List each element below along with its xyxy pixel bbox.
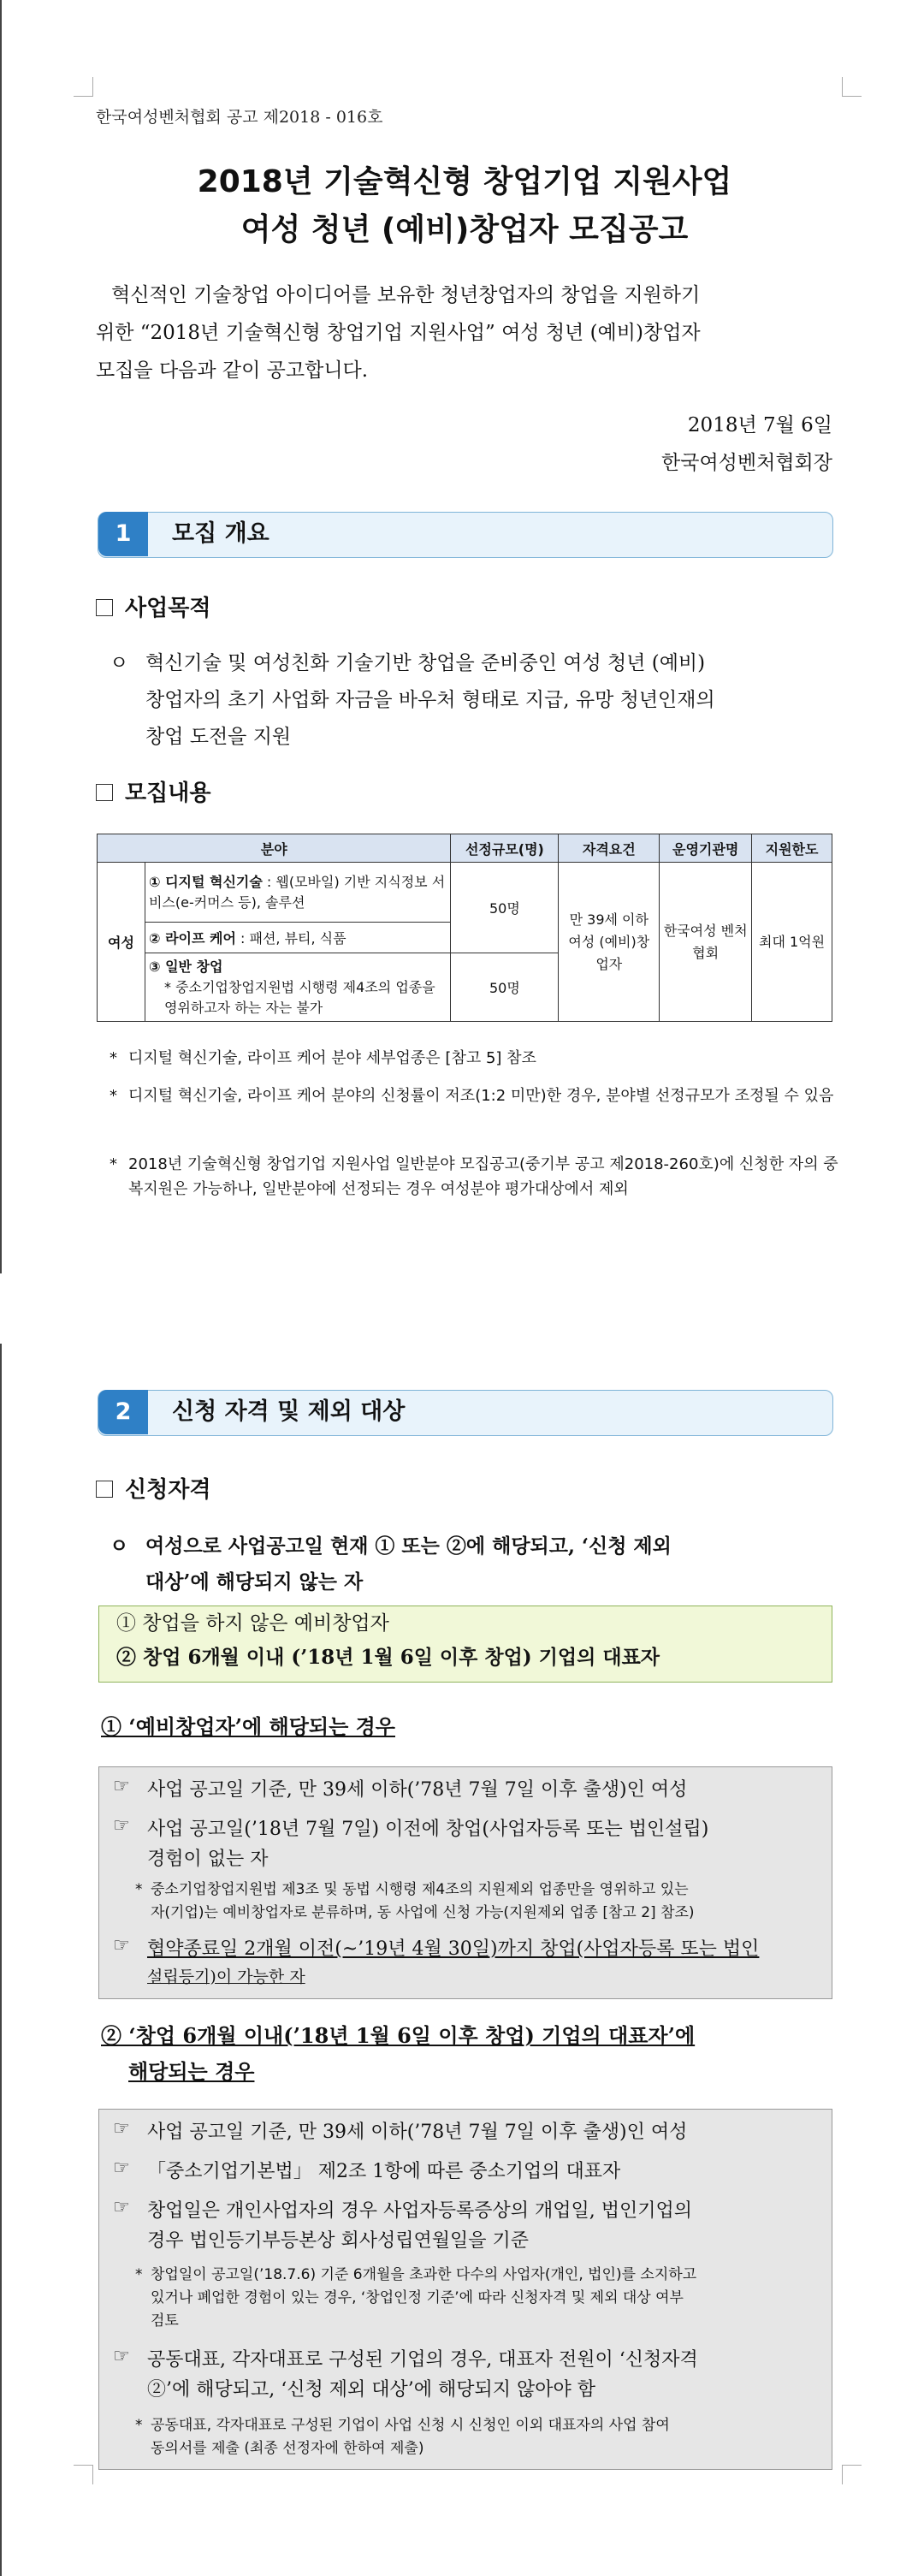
section-2-header xyxy=(98,1390,833,1436)
pointing-hand-icon: ☞ xyxy=(113,2197,130,2218)
intro-paragraph xyxy=(96,276,840,389)
pointing-hand-icon: ☞ xyxy=(113,1815,130,1837)
pointing-hand-icon: ☞ xyxy=(113,2346,130,2367)
crop-mark xyxy=(74,77,93,97)
left-border xyxy=(0,0,2,1273)
case-2-note: 있거나 폐업한 경험이 있는 경우, ‘창업인정 기준’에 따라 신청자격 및 제외 대상 여부 xyxy=(151,2289,684,2306)
field-desc: : 웹(모바일) 기반 지식정보 서비스(e-커머스 등), 솔루션 xyxy=(148,873,446,911)
field-title: ① 디지털 혁신기술 xyxy=(148,873,263,890)
field-note: * 중소기업창업지원법 시행령 제4조의 업종을 영위하고자 하는 자는 불가 xyxy=(163,978,435,1016)
pointing-hand-icon: ☞ xyxy=(113,2158,130,2179)
asterisk-icon: * xyxy=(135,1881,143,1898)
note-item xyxy=(110,1152,845,1202)
quota-cell: 50명 xyxy=(451,953,559,1022)
section-number: 1 xyxy=(98,512,148,556)
option-2: ② 창업 6개월 이내 (’18년 1월 6일 이후 창업) 기업의 대표자 xyxy=(116,1646,660,1669)
section-title: 신청 자격 및 제외 대상 xyxy=(172,1398,406,1425)
content-heading: 모집내용 xyxy=(96,775,210,807)
asterisk-icon: * xyxy=(110,1049,117,1067)
section-1-header xyxy=(98,512,833,558)
section-title: 모집 개요 xyxy=(172,520,269,547)
case-2-box xyxy=(98,2109,832,2470)
checkbox-icon xyxy=(96,599,113,616)
note-item xyxy=(110,1083,845,1108)
header-cell: 자격요건 xyxy=(559,834,660,863)
asterisk-icon: * xyxy=(135,2417,143,2434)
recruitment-table xyxy=(97,834,832,1022)
case-1-text: 설립등기)이 가능한 자 xyxy=(147,1968,305,1986)
case-2-item: 「중소기업기본법」 제2조 1항에 따른 중소기업의 대표자 xyxy=(147,2161,621,2182)
case-1-text: 협약종료일 2개월 이전(~’19년 4월 30일)까지 창업(사업자등록 또는 법인 xyxy=(147,1938,760,1960)
field-cell xyxy=(145,953,451,1022)
eligibility-heading: 신청자격 xyxy=(96,1472,210,1504)
qualification-cell: 만 39세 이하 여성 (예비)창업자 xyxy=(559,863,660,1022)
eligibility-options-box xyxy=(98,1606,832,1683)
note-item xyxy=(110,1046,845,1071)
case-1-note: 자(기업)는 예비창업자로 분류하며, 동 사업에 신청 가능(지원제외 업종 [참고 2] 참조) xyxy=(151,1904,695,1921)
intro-line: 위한 “2018년 기술혁신형 창업기업 지원사업” 여성 청년 (예비)창업자 xyxy=(96,322,701,344)
case-1-note: 중소기업창업지원법 제3조 및 동법 시행령 제4조의 지원제외 업종만을 영위하고 있는 xyxy=(151,1881,689,1898)
purpose-heading: 사업목적 xyxy=(96,591,210,622)
case-2-note: 창업일이 공고일(’18.7.6) 기준 6개월을 초과한 다수의 사업자(개인, 법인)를 소지하고 xyxy=(151,2266,697,2283)
header-cell: 지원한도 xyxy=(752,834,832,863)
case-2-item: 공동대표, 각자대표로 구성된 기업의 경우, 대표자 전원이 ‘신청자격 xyxy=(147,2349,698,2371)
pointing-hand-icon: ☞ xyxy=(113,1776,130,1797)
limit-cell: 최대 1억원 xyxy=(752,863,832,1022)
intro-line: 모집을 다음과 같이 공고합니다. xyxy=(96,359,369,382)
operator-cell: 한국여성 벤처협회 xyxy=(660,863,752,1022)
pointing-hand-icon: ☞ xyxy=(113,1935,130,1956)
field-cell xyxy=(145,863,451,923)
case-1-box xyxy=(98,1766,832,1999)
intro-line: 혁신적인 기술창업 아이디어를 보유한 청년창업자의 창업을 지원하기 xyxy=(111,284,701,306)
notice-date: 2018년 7월 6일 xyxy=(687,414,832,436)
header-cell: 선정규모(명) xyxy=(451,834,559,863)
bullet-mark: ㅇ xyxy=(110,652,129,674)
crop-mark xyxy=(74,2465,93,2484)
field-title: ② 라이프 케어 xyxy=(148,930,236,947)
case-2-note: 검토 xyxy=(151,2312,179,2330)
bullet-mark: ㅇ xyxy=(110,1534,129,1558)
case-1-item: 경험이 없는 자 xyxy=(147,1849,269,1870)
header-cell: 운영기관명 xyxy=(660,834,752,863)
case-1-item xyxy=(147,1935,759,1963)
asterisk-icon: * xyxy=(110,1087,117,1105)
title-line-2: 여성 청년 (예비)창업자 모집공고 xyxy=(240,212,689,247)
case-1-item: 사업 공고일(’18년 7월 7일) 이전에 창업(사업자등록 또는 법인설립) xyxy=(147,1819,709,1840)
eligibility-line: 대상’에 해당되지 않는 자 xyxy=(145,1570,364,1594)
note-text: 디지털 혁신기술, 라이프 케어 분야 세부업종은 [참고 5] 참조 xyxy=(128,1049,536,1067)
issuer: 한국여성벤처협회장 xyxy=(661,452,832,474)
eligibility-bullet xyxy=(110,1528,838,1600)
asterisk-icon: * xyxy=(110,1155,117,1173)
case-1-heading: ① ‘예비창업자’에 해당되는 경우 xyxy=(101,1714,395,1739)
field-cell xyxy=(145,923,451,953)
left-border xyxy=(0,1344,2,2576)
case-2-note: 공동대표, 각자대표로 구성된 기업이 사업 신청 시 신청인 이외 대표자의 사업 참여 xyxy=(151,2417,670,2434)
case-1-item: 사업 공고일 기준, 만 39세 이하(’78년 7월 7일 이후 출생)인 여성 xyxy=(147,1779,688,1801)
table-row xyxy=(98,863,832,923)
page-1 xyxy=(0,0,918,1273)
field-desc: : 패션, 뷰티, 식품 xyxy=(235,930,346,947)
case-2-item: 창업일은 개인사업자의 경우 사업자등록증상의 개업일, 법인기업의 xyxy=(147,2200,693,2222)
case-2-note: 동의서를 제출 (최종 선정자에 한하여 제출) xyxy=(151,2440,424,2457)
purpose-line: 창업 도전을 지원 xyxy=(145,726,292,748)
header-cell: 분야 xyxy=(98,834,451,863)
table-header-row xyxy=(98,834,832,863)
case-2-heading-line: 해당되는 경우 xyxy=(128,2059,255,2084)
checkbox-icon xyxy=(96,784,113,801)
note-text: 디지털 혁신기술, 라이프 케어 분야의 신청률이 저조(1:2 미만)한 경우, 분야별 선정규모가 조정될 수 있음 xyxy=(128,1087,834,1105)
purpose-line: 창업자의 초기 사업화 자금을 바우처 형태로 지급, 유망 청년인재의 xyxy=(145,689,715,711)
section-number: 2 xyxy=(98,1390,148,1434)
case-2-item: 사업 공고일 기준, 만 39세 이하(’78년 7월 7일 이후 출생)인 여성 xyxy=(147,2122,688,2143)
asterisk-icon: * xyxy=(135,2266,143,2283)
note-text: 2018년 기술혁신형 창업기업 지원사업 일반분야 모집공고(중기부 공고 제2018-260호)에 신청한 자의 중복지원은 가능하나, 일반분야에 선정되는 경우 여성분야 평가대상에서 제외 xyxy=(128,1155,838,1198)
option-1: ① 창업을 하지 않은 예비창업자 xyxy=(116,1612,389,1635)
purpose-line: 혁신기술 및 여성친화 기술기반 창업을 준비중인 여성 청년 (예비) xyxy=(145,652,706,674)
case-2-heading-line: ② ‘창업 6개월 이내(’18년 1월 6일 이후 창업) 기업의 대표자’에 xyxy=(101,2023,696,2048)
group-cell: 여성 xyxy=(98,863,145,1022)
pointing-hand-icon: ☞ xyxy=(113,2118,130,2140)
case-2-item: 경우 법인등기부등본상 회사성립연월일을 기준 xyxy=(147,2230,530,2252)
checkbox-icon xyxy=(96,1481,113,1498)
case-2-item: ②’에 해당되고, ‘신청 제외 대상’에 해당되지 않아야 함 xyxy=(147,2379,595,2401)
case-1-item xyxy=(147,1963,305,1991)
quota-cell: 50명 xyxy=(451,863,559,953)
crop-mark xyxy=(842,77,862,97)
case-2-heading xyxy=(101,2018,695,2090)
crop-mark xyxy=(842,2465,862,2484)
title-line-1: 2018년 기술혁신형 창업기업 지원사업 xyxy=(197,164,732,199)
purpose-bullet xyxy=(110,645,838,756)
page-gap xyxy=(0,1273,918,1344)
field-title: ③ 일반 창업 xyxy=(148,958,223,975)
document-number: 한국여성벤처협회 공고 제2018 - 016호 xyxy=(96,108,383,127)
eligibility-line: 여성으로 사업공고일 현재 ① 또는 ②에 해당되고, ‘신청 제외 xyxy=(145,1534,672,1558)
